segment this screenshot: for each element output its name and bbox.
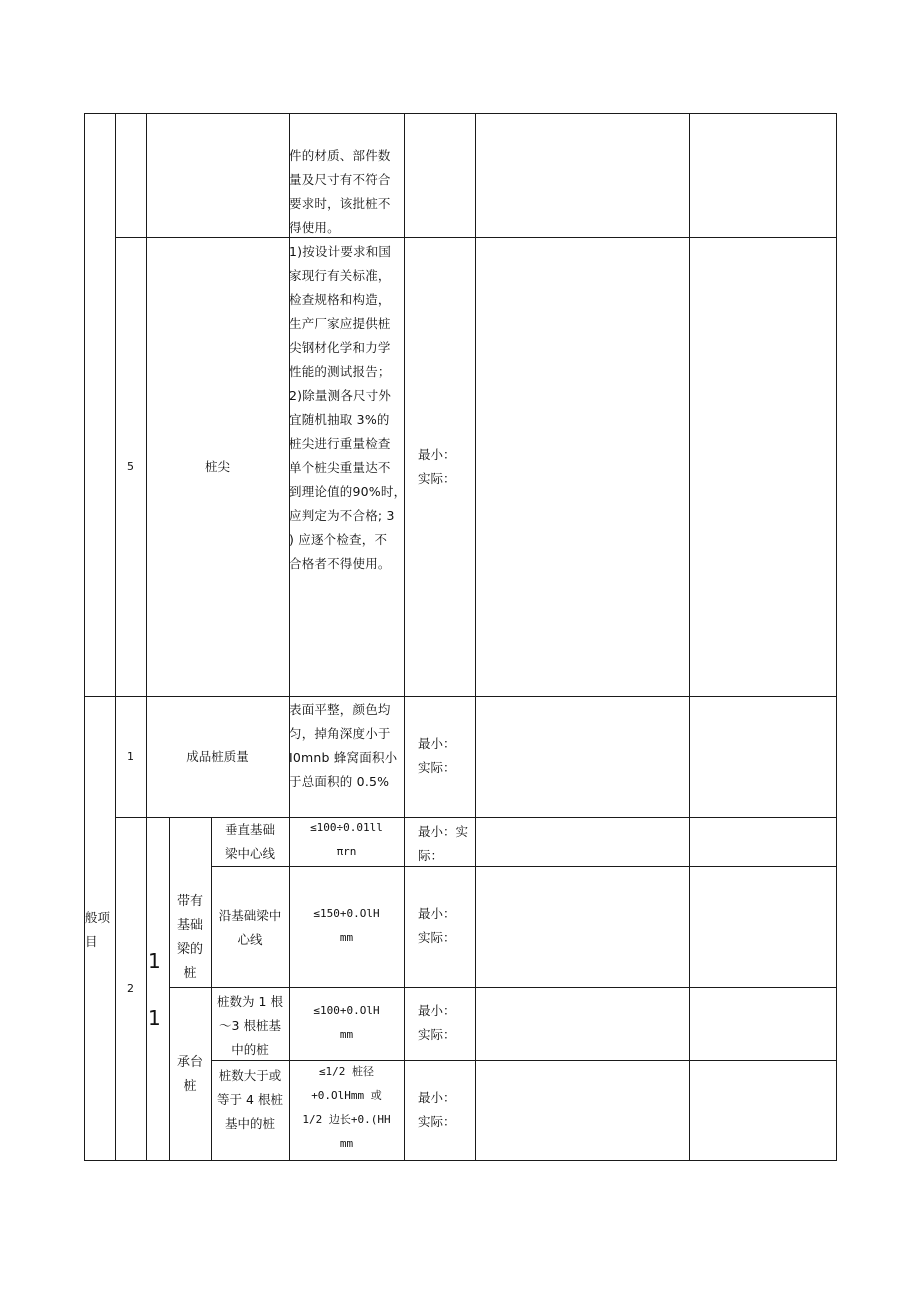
quality-measure: 最小： 实际： <box>418 736 456 775</box>
continued-requirement-text: 件的材质、部件数 量及尺寸有不符合 要求时，该批桩不 得使用。 <box>289 148 391 235</box>
sub3-tolerance: ≤100+0.OlH mm <box>313 1004 380 1041</box>
group-beam-label: 带有 基础 梁的 桩 <box>176 894 203 981</box>
rule-top <box>84 113 837 114</box>
rule-sub2-bottom <box>169 987 837 988</box>
sub4-measure: 最小： 实际： <box>418 1090 456 1129</box>
rule-col-sub-a <box>169 817 170 1161</box>
tip-item-name: 桩尖 <box>204 459 230 474</box>
sub1-tolerance: ≤100÷0.01ll πrn <box>310 821 383 858</box>
sub4-tolerance: ≤1/2 桩径 +0.OlHmm 或 1/2 边长+0.(HH mm <box>302 1065 391 1150</box>
quality-requirement-text: 表面平整，颜色均 匀，掉角深度小于 I0mnb 蜂窝面积小 于总面积的 0.5% <box>289 702 398 789</box>
quality-index: 1 <box>127 750 134 763</box>
rule-sub1-bottom <box>211 866 837 867</box>
rule-col-index <box>115 113 116 1161</box>
rule-bottom <box>84 1160 837 1161</box>
rule-right <box>836 113 837 1161</box>
sub2-measure: 最小： 实际： <box>418 906 456 945</box>
sub1-name: 垂直基础 梁中心线 <box>224 822 275 861</box>
rule-col-record <box>475 113 476 1161</box>
sub1-measure: 最小：实 际： <box>418 824 469 863</box>
group-cap-label: 承台 桩 <box>176 1055 203 1094</box>
sub4-name: 桩数大于或 等于 4 根桩 基中的桩 <box>217 1068 283 1131</box>
general-items-label: 般项 目 <box>85 910 111 949</box>
tip-requirement-text: 1)按设计要求和国 家现行有关标准， 检查规格和构造， 生产厂家应提供桩 尖钢材化学和力学 性能的测试报告； 2)除量测各尺寸外 宜随机抽取 3%的 桩尖进行重量检查 单个桩尖重量达不 到理论值的90%时， 应判定为不合格; 3 ) 应逐个检查，不 合格者不得使用。 <box>289 244 407 571</box>
position-index: 2 <box>127 982 134 995</box>
sub2-tolerance: ≤150+0.OlH mm <box>313 907 380 944</box>
sub2-name: 沿基础梁中 心线 <box>218 908 282 947</box>
quality-item-name: 成品桩质量 <box>186 749 249 764</box>
sub3-name: 桩数为 1 根 ～3 根桩基 中的桩 <box>217 994 283 1057</box>
position-glyph-a: 1 <box>148 949 161 973</box>
tip-measure: 最小： 实际： <box>418 447 456 486</box>
rule-col-name <box>146 113 147 1161</box>
rule-col-result <box>689 113 690 1161</box>
rule-section-break <box>84 696 837 697</box>
rule-left <box>84 113 85 1161</box>
rule-tip-top <box>115 237 837 238</box>
sub3-measure: 最小： 实际： <box>418 1003 456 1042</box>
position-glyph-b: 1 <box>148 1006 161 1030</box>
tip-index: 5 <box>127 460 134 473</box>
